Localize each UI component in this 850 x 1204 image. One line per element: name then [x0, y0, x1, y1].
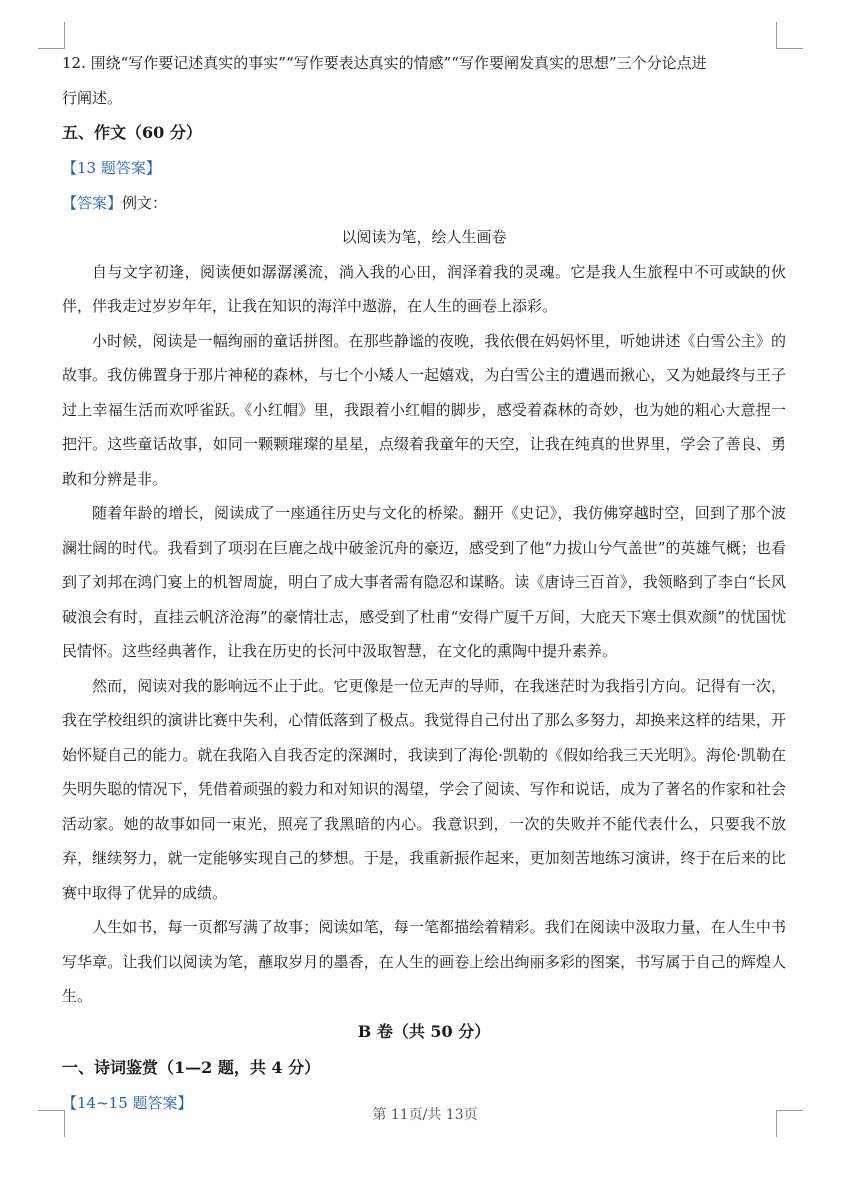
question-13-answer-tag: 【13 题答案】 — [62, 159, 161, 177]
answer-label-line — [62, 186, 786, 221]
page-footer: 第 11页/共 13页 — [372, 1107, 478, 1123]
essay-paragraph-4: 然而，阅读对我的影响远不止于此。它更像是一位无声的导师，在我迷茫时为我指引方向。记得有一次，我在学校组织的演讲比赛中失利，心情低落到了极点。我觉得自己付出了那么多努力，却换来这样的结果，开始怀疑自己的能力。就在我陷入自我否定的深渊时，我读到了海伦·凯勒的《假如给我三天光明》。海伦·凯勒在失明失聪的情况下，凭借着顽强的毅力和对知识的渴望，学会了阅读、写作和说话，成为了著名的作家和社会活动家。她的故事如同一束光，照亮了我黑暗的内心。我意识到，一次的失败并不能代表什么，只要我不放弃，继续努力，就一定能够实现自己的梦想。于是，我重新振作起来，更加刻苦地练习演讲，终于在后来的比赛中取得了优异的成绩。 — [62, 676, 786, 902]
crop-mark-top-right — [776, 22, 803, 49]
crop-mark-top-left — [38, 22, 65, 49]
question-12-line-1: 12. 围绕“写作要记述真实的事实”“写作要表达真实的情感”“写作要阐发真实的思想”三个分论点进 — [62, 54, 707, 72]
volume-b-title: B 卷（共 50 分） — [357, 1021, 491, 1041]
essay-title: 以阅读为笔，绘人生画卷 — [341, 228, 507, 246]
essay-paragraph-1: 自与文字初逢，阅读便如潺潺溪流，淌入我的心田，润泽着我的灵魂。它是我人生旅程中不可或缺的伙伴，伴我走过岁岁年年，让我在知识的海洋中遨游，在人生的画卷上添彩。 — [62, 262, 786, 315]
essay-paragraph-2: 小时候，阅读是一幅绚丽的童话拼图。在那些静谧的夜晚，我依偎在妈妈怀里，听她讲述《白雪公主》的故事。我仿佛置身于那片神秘的森林，与七个小矮人一起嬉戏，为白雪公主的遭遇而揪心，又为她最终与王子过上幸福生活而欢呼雀跃。《小红帽》里，我跟着小红帽的脚步，感受着森林的奇妙，也为她的粗心大意捏一把汗。这些童话故事，如同一颗颗璀璨的星星，点缀着我童年的天空，让我在纯真的世界里，学会了善良、勇敢和分辨是非。 — [62, 331, 786, 488]
answer-intro: 例文： — [122, 193, 168, 212]
essay-paragraph-3: 随着年龄的增长，阅读成了一座通往历史与文化的桥梁。翻开《史记》，我仿佛穿越时空，回到了那个波澜壮阔的时代。我看到了项羽在巨鹿之战中破釜沉舟的豪迈，感受到了他“力拔山兮气盖世”的英雄气概；也看到了刘邦在鸿门宴上的机智周旋，明白了成大事者需有隐忍和谋略。读《唐诗三百首》，我领略到了李白“长风破浪会有时，直挂云帆济沧海”的豪情壮志，感受到了杜甫“安得广厦千万间，大庇天下寒士俱欢颜”的忧国忧民情怀。这些经典著作，让我在历史的长河中汲取智慧，在文化的熏陶中提升素养。 — [62, 504, 786, 660]
page-content — [62, 46, 786, 1120]
section-5-heading: 五、作文（60 分） — [62, 123, 202, 142]
question-14-15-answer-tag: 【14~15 题答案】 — [62, 1093, 193, 1112]
poetry-section-heading: 一、诗词鉴赏（1—2 题，共 4 分） — [62, 1057, 321, 1077]
essay-paragraph-5: 人生如书，每一页都写满了故事；阅读如笔，每一笔都描绘着精彩。我们在阅读中汲取力量，在人生中书写华章。让我们以阅读为笔，蘸取岁月的墨香，在人生的画卷上绘出绚丽多彩的图案，书写属于自己的辉煌人生。 — [62, 918, 786, 1005]
question-12-line-2: 行阐述。 — [62, 88, 123, 107]
answer-tag: 【答案】 — [62, 193, 123, 212]
